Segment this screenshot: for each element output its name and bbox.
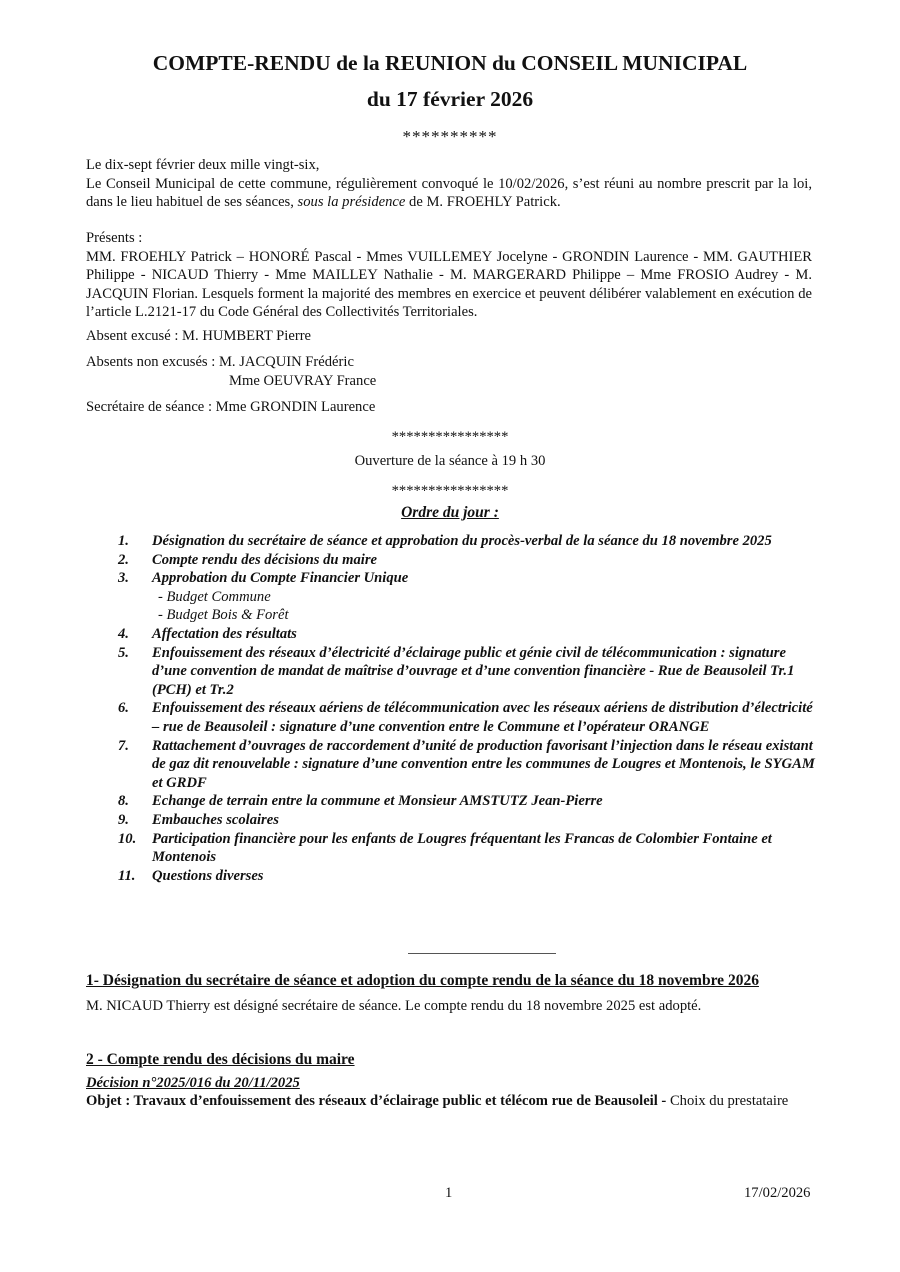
intro-president-name: de M. FROEHLY Patrick. <box>405 194 561 211</box>
title-separator: ********** <box>402 127 498 146</box>
section-divider <box>408 953 556 954</box>
agenda-item: 8. Echange de terrain entre la commune et Monsieur AMSTUTZ Jean-Pierre <box>118 793 603 810</box>
decision-objet-label: Objet : Travaux d’enfouissement des réseaux d’éclairage public et télécom rue de Beausoleil - <box>86 1093 667 1110</box>
agenda-item: 3. Approbation du Compte Financier Unique <box>118 570 409 587</box>
presents-label: Présents : <box>86 230 143 246</box>
agenda-item: 4. Affectation des résultats <box>118 625 297 642</box>
secretaire-seance: Secrétaire de séance : Mme GRONDIN Laurence <box>86 399 376 415</box>
agenda-item: 9. Embauches scolaires <box>118 811 279 828</box>
agenda-list <box>118 532 818 885</box>
intro-date-line: Le dix-sept février deux mille vingt-six, <box>86 157 320 173</box>
presents-list: MM. FROEHLY Patrick – HONORÉ Pascal - Mmes VUILLEMEY Jocelyne - GRONDIN Laurence - MM. GAUTHIER Philippe - NICAUD Thierry - Mme MAILLEY Nathalie - M. MARGERARD Philippe – Mme FROSIO Audrey - M. JACQUIN Florian. Lesquels forment la majorité des membres en exercice et peuvent délibérer valablement en exécution de l’article L.2121-17 du Code Général des Collectivités Territoriales. <box>86 248 812 321</box>
section-2 <box>86 1051 812 1111</box>
decision-reference: Décision n°2025/016 du 20/11/2025 <box>86 1074 300 1091</box>
agenda-item: 11. Questions diverses <box>118 867 264 884</box>
agenda-item: 5. Enfouissement des réseaux d’électricité d’éclairage public et génie civil de télécommunication : signature d’une convention de mandat de maîtrise d’ouvrage et d’une convention financière - Rue de Beausoleil Tr.1 (PCH) et Tr.2 <box>118 644 795 698</box>
page-number: 1 <box>445 1185 453 1201</box>
intro-convocation <box>86 175 812 212</box>
agenda-item: 1. Désignation du secrétaire de séance et approbation du procès-verbal de la séance du 18 novembre 2025 <box>118 533 772 549</box>
stars-separator: **************** <box>391 429 509 445</box>
document-title-line1: COMPTE-RENDU de la REUNION du CONSEIL MUNICIPAL <box>152 51 748 75</box>
section-1-body: M. NICAUD Thierry est désigné secrétaire de séance. Le compte rendu du 18 novembre 2025 est adopté. <box>86 997 702 1014</box>
agenda-item: 2. Compte rendu des décisions du maire <box>118 551 377 568</box>
agenda-item: 7. Rattachement d’ouvrages de raccordement d’unité de production favorisant l’injection dans le réseau existant de gaz dit renouvelable : signature d’une convention entre les communes de Lougres et Montenois, le SYGAM et GRDF <box>118 737 815 791</box>
agenda-subitem: - Budget Commune <box>158 588 271 605</box>
absents-non-excuses: Absents non excusés : M. JACQUIN Frédéric <box>86 354 354 370</box>
intro-convocation-text: Le Conseil Municipal de cette commune, régulièrement convoqué le 10/02/2026, s’est réuni au nombre prescrit par la loi, dans le lieu habituel de ses séances, <box>86 175 812 211</box>
intro-paragraph <box>86 156 812 212</box>
decision-objet <box>86 1092 812 1111</box>
footer-date: 17/02/2026 <box>744 1185 811 1201</box>
section-2-heading: 2 - Compte rendu des décisions du maire <box>86 1051 355 1068</box>
attendance-block <box>86 229 812 322</box>
agenda-title: Ordre du jour : <box>401 504 499 521</box>
document-title-line2: du 17 février 2026 <box>366 87 534 111</box>
agenda-subitem: - Budget Bois & Forêt <box>158 607 289 624</box>
opening-time: Ouverture de la séance à 19 h 30 <box>354 453 546 469</box>
agenda-item: 6. Enfouissement des réseaux aériens de télécommunication avec les réseaux aériens de distribution d’électricité – rue de Beausoleil : signature d’une convention entre le Commune et l’opérateur ORANGE <box>118 700 813 735</box>
section-1-heading: 1- Désignation du secrétaire de séance et adoption du compte rendu de la séance du 18 novembre 2026 <box>86 972 759 989</box>
absent-excuse: Absent excusé : M. HUMBERT Pierre <box>86 328 312 344</box>
intro-presidence: sous la présidence <box>297 194 406 211</box>
agenda-item: 10. Participation financière pour les enfants de Lougres fréquentant les Francas de Colombier Fontaine et Montenois <box>118 830 772 866</box>
stars-separator-2: **************** <box>391 483 509 499</box>
absents-non-excuses-2: Mme OEUVRAY France <box>229 373 377 389</box>
decision-objet-rest: Choix du prestataire <box>666 1093 789 1110</box>
section-1 <box>86 972 812 1015</box>
